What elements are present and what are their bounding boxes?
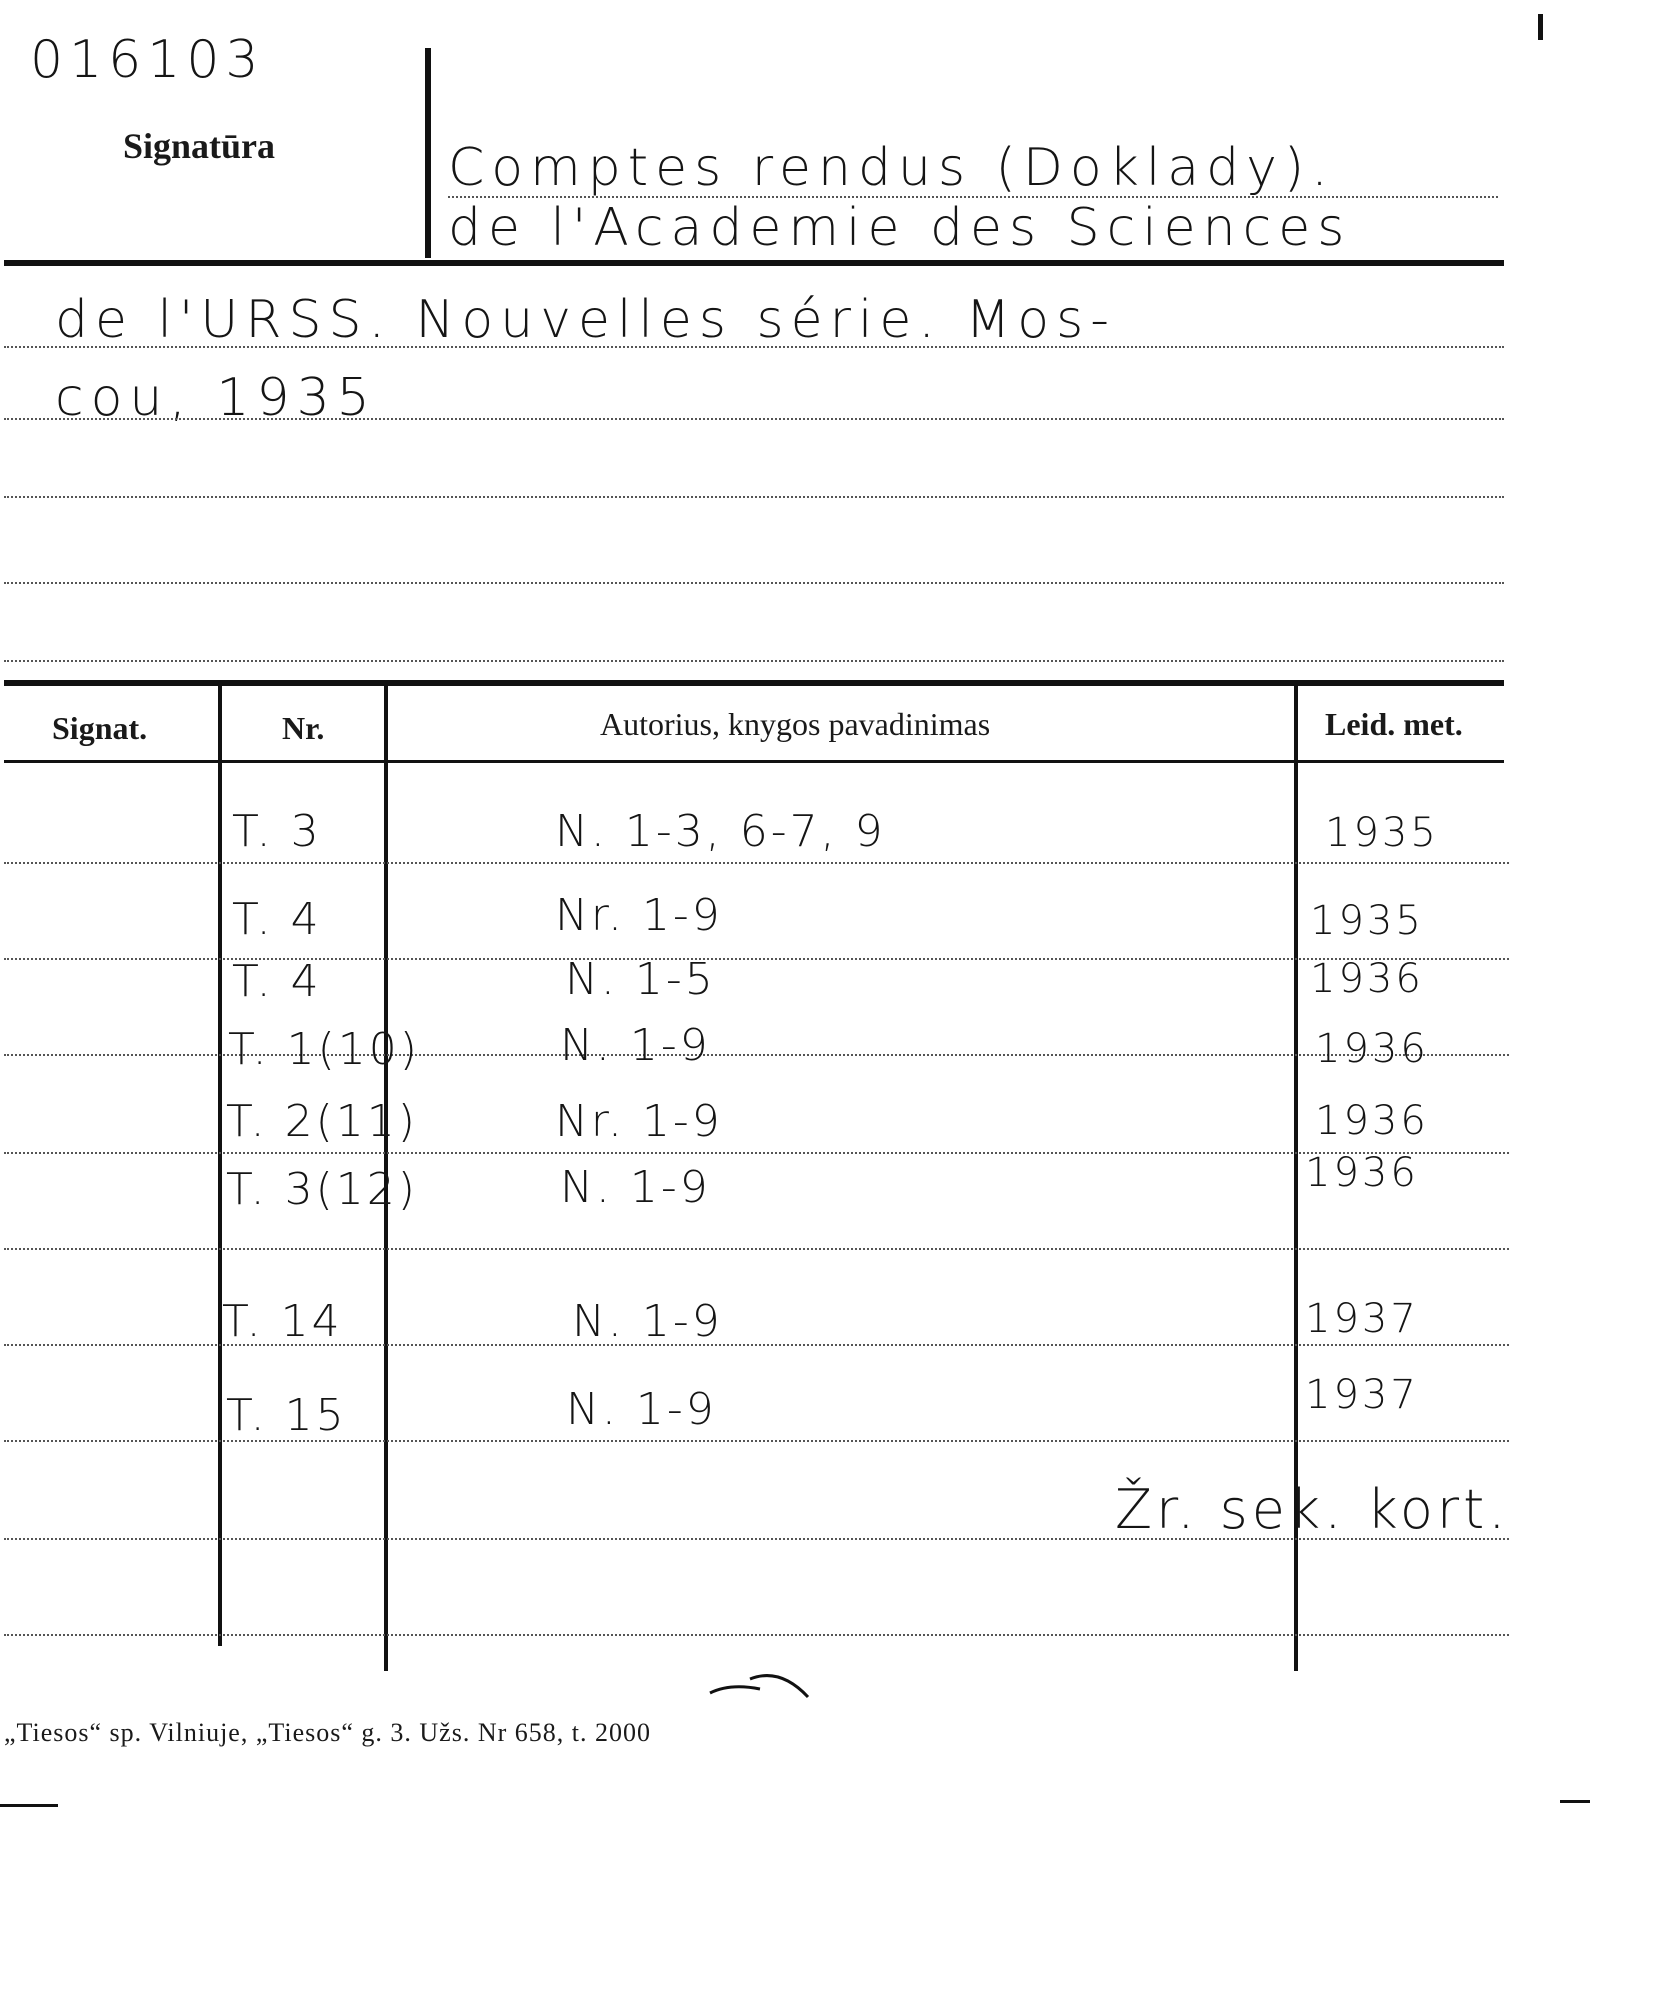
table-top-rule (4, 680, 1504, 686)
row-4-nr: T. 1(10) (228, 1024, 420, 1075)
title-rule-5 (4, 582, 1504, 584)
row-5-leid-met: 1936 (1315, 1098, 1429, 1144)
row-3-leid-met: 1936 (1310, 956, 1424, 1002)
title-rule-3 (4, 418, 1504, 420)
row-rule (4, 1634, 1509, 1636)
header-signat: Signat. (52, 710, 148, 746)
scan-mark (1538, 14, 1543, 40)
row-2-nr: T. 4 (232, 894, 322, 945)
header-leid-met: Leid. met. (1325, 706, 1463, 742)
row-7-nr: T. 14 (222, 1296, 343, 1347)
table-header-bottom-rule (4, 760, 1504, 763)
row-4-leid-met: 1936 (1315, 1026, 1429, 1072)
title-line-2: de l'Academie des Sciences (448, 198, 1352, 258)
row-6-nr: T. 3(12) (226, 1164, 418, 1215)
row-3-nr: T. 4 (232, 956, 322, 1007)
row-2-leid-met: 1935 (1310, 898, 1424, 944)
row-7-autorius: N. 1-9 (572, 1296, 723, 1347)
row-7-leid-met: 1937 (1305, 1296, 1419, 1342)
title-line-3: de l'URSS. Nouvelles série. Mos- (55, 290, 1116, 350)
row-rule (4, 958, 1509, 960)
row-2-autorius: Nr. 1-9 (555, 890, 723, 941)
row-8-nr: T. 15 (226, 1390, 347, 1441)
row-6-leid-met: 1936 (1305, 1150, 1419, 1196)
row-3-autorius: N. 1-5 (565, 954, 716, 1005)
header-divider (425, 48, 431, 258)
row-1-nr: T. 3 (232, 806, 322, 857)
row-8-leid-met: 1937 (1305, 1372, 1419, 1418)
title-line-4: cou, 1935 (55, 368, 377, 428)
title-rule-6 (4, 660, 1504, 662)
row-5-nr: T. 2(11) (226, 1096, 418, 1147)
continuation-note: Žr. sek. kort. (1115, 1478, 1510, 1541)
title-rule-4 (4, 496, 1504, 498)
top-rule (4, 260, 1504, 266)
catalog-number: 016103 (30, 30, 265, 90)
scan-mark (1560, 1800, 1590, 1803)
title-line-1: Comptes rendus (Doklady). (448, 138, 1335, 198)
row-8-autorius: N. 1-9 (566, 1384, 717, 1435)
printer-imprint: „Tiesos“ sp. Vilniuje, „Tiesos“ g. 3. Užs. Nr 658, t. 2000 (4, 1718, 651, 1747)
row-5-autorius: Nr. 1-9 (555, 1096, 723, 1147)
row-6-autorius: N. 1-9 (560, 1162, 711, 1213)
header-nr: Nr. (282, 710, 325, 746)
row-rule (4, 1248, 1509, 1250)
column-divider-1 (218, 686, 222, 1646)
row-rule (4, 862, 1509, 864)
row-1-leid-met: 1935 (1325, 810, 1439, 856)
row-rule (4, 1152, 1509, 1154)
row-1-autorius: N. 1-3, 6-7, 9 (555, 806, 886, 857)
header-autorius: Autorius, knygos pavadinimas (600, 706, 991, 742)
row-4-autorius: N. 1-9 (560, 1020, 711, 1071)
title-rule-2 (4, 346, 1504, 348)
stamp-mark (700, 1665, 830, 1715)
signatura-label: Signatūra (123, 126, 276, 166)
scan-mark (0, 1804, 58, 1807)
